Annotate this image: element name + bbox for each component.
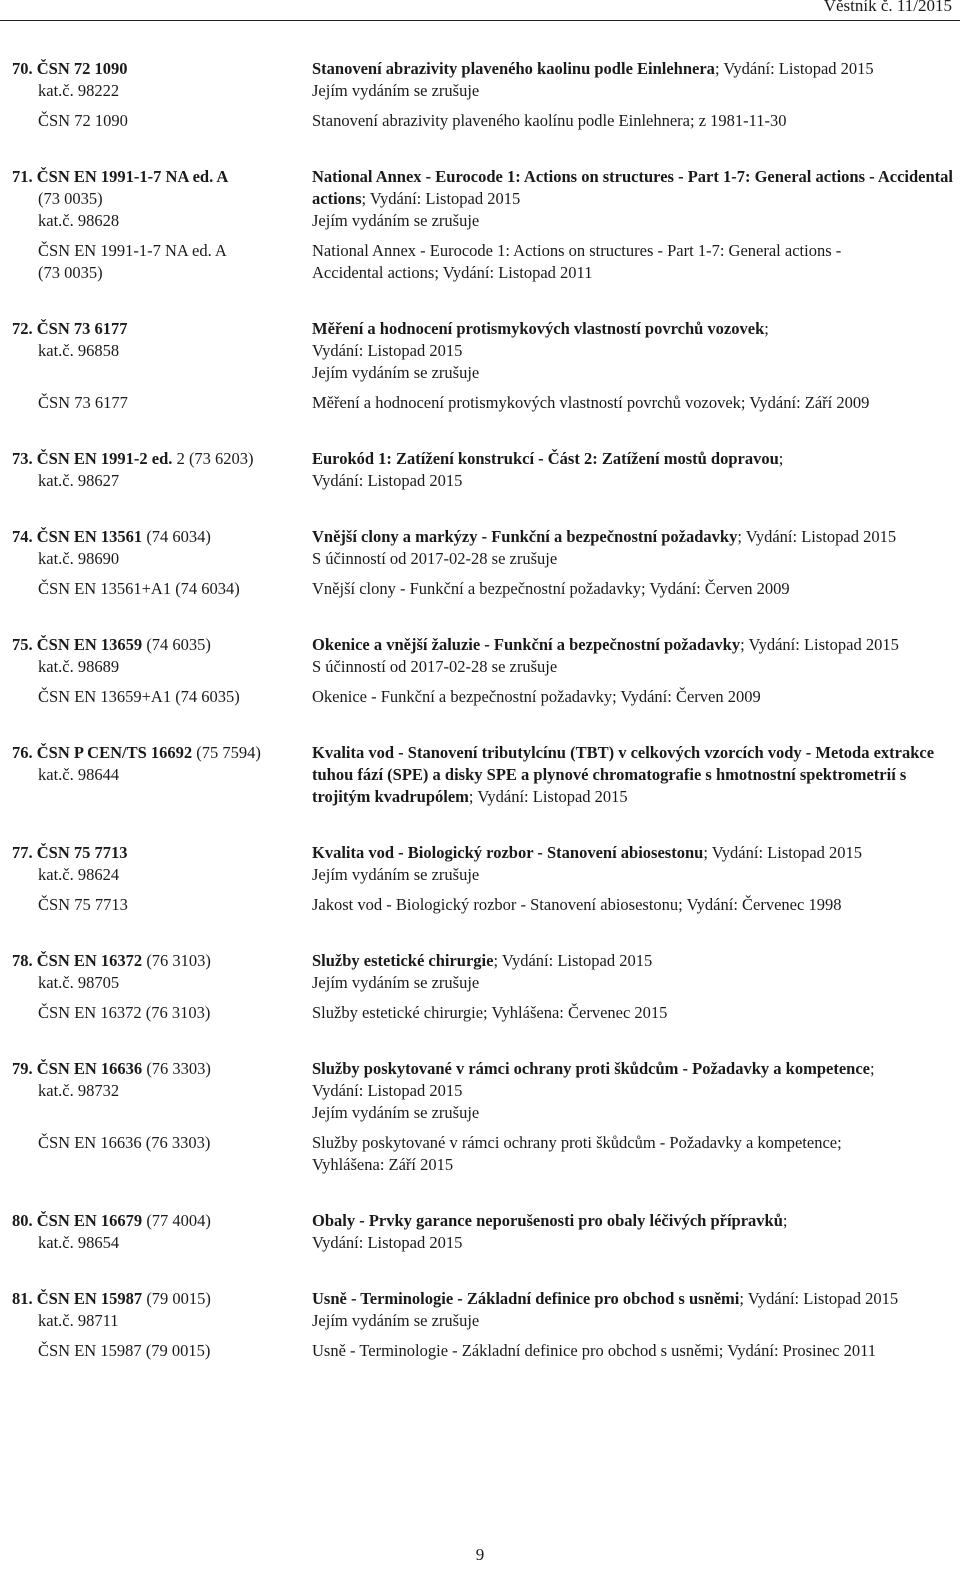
entry-title-line xyxy=(312,166,957,210)
entry-code: ČSN EN 15987 xyxy=(36,1289,143,1308)
entry-note: Vydání: Listopad 2015 xyxy=(312,471,463,490)
header-rule xyxy=(0,20,960,21)
entry-code-line xyxy=(12,842,312,864)
replaced-description xyxy=(312,110,957,132)
entry-description xyxy=(312,1288,957,1332)
entry-code-line xyxy=(12,1288,312,1310)
replaced-description xyxy=(312,1132,957,1176)
entry-note: Jejím vydáním se zrušuje xyxy=(312,1103,480,1122)
entry-code-extra: (76 3303) xyxy=(142,1059,211,1078)
entry-number: 80. xyxy=(12,1211,33,1230)
entry-number: 78. xyxy=(12,951,33,970)
standard-entry xyxy=(12,318,957,414)
entry-note: Jejím vydáním se zrušuje xyxy=(312,363,480,382)
entry-code-block xyxy=(12,1288,312,1332)
replaced-code-block xyxy=(12,1132,312,1176)
entry-catalog-number: kat.č. 98624 xyxy=(38,865,120,884)
entry-title: Služby poskytované v rámci ochrany proti škůdcům - Požadavky a kompetence xyxy=(312,1059,870,1078)
entry-note: Jejím vydáním se zrušuje xyxy=(312,81,480,100)
entry-title-suffix: ; Vydání: Listopad 2015 xyxy=(468,787,628,806)
entry-main-row xyxy=(12,1210,957,1254)
entry-catalog-number: kat.č. 98711 xyxy=(38,1311,119,1330)
replaced-code: ČSN EN 1991-1-7 NA ed. A xyxy=(38,241,227,260)
replaced-description xyxy=(312,578,957,600)
entry-main-row xyxy=(12,1058,957,1124)
entry-code-block xyxy=(12,526,312,570)
entry-code-line xyxy=(12,166,312,188)
page-number: 9 xyxy=(475,1545,485,1564)
entry-number: 73. xyxy=(12,449,33,468)
standard-entry xyxy=(12,58,957,132)
replaced-text: Služby estetické chirurgie; Vyhlášena: Červenec 2015 xyxy=(312,1003,668,1022)
entry-title-suffix: ; Vydání: Listopad 2015 xyxy=(703,843,863,862)
replaced-text: Jakost vod - Biologický rozbor - Stanovení abiosestonu; Vydání: Červenec 1998 xyxy=(312,895,842,914)
entry-title-line xyxy=(312,1288,957,1310)
entry-code-line xyxy=(12,448,312,470)
replaced-standard-row xyxy=(12,1002,957,1024)
entry-code-block xyxy=(12,58,312,102)
entry-code-line xyxy=(12,742,312,764)
entry-number: 74. xyxy=(12,527,33,546)
replaced-code: ČSN EN 16636 (76 3303) xyxy=(38,1133,211,1152)
standard-entry xyxy=(12,1058,957,1176)
entry-title-suffix: ; xyxy=(764,319,769,338)
entry-title-suffix: ; Vydání: Listopad 2015 xyxy=(739,1289,899,1308)
entry-number: 72. xyxy=(12,319,33,338)
entry-number: 77. xyxy=(12,843,33,862)
entry-catalog-number: kat.č. 98732 xyxy=(38,1081,120,1100)
replaced-standard-row xyxy=(12,240,957,284)
replaced-code: ČSN 72 1090 xyxy=(38,111,128,130)
replaced-text: Usně - Terminologie - Základní definice pro obchod s usněmi; Vydání: Prosinec 2011 xyxy=(312,1341,877,1360)
replaced-code-block xyxy=(12,894,312,916)
replaced-description xyxy=(312,1002,957,1024)
replaced-text: Okenice - Funkční a bezpečnostní požadavky; Vydání: Červen 2009 xyxy=(312,687,761,706)
entry-code-extra: (74 6035) xyxy=(142,635,211,654)
entry-title-line xyxy=(312,318,957,340)
entry-main-row xyxy=(12,950,957,994)
entry-code: ČSN EN 1991-2 ed. xyxy=(36,449,173,468)
entry-catalog-number: kat.č. 98705 xyxy=(38,973,120,992)
standard-entry xyxy=(12,742,957,808)
replaced-code: ČSN EN 13561+A1 (74 6034) xyxy=(38,579,240,598)
entry-main-row xyxy=(12,634,957,678)
entry-title-suffix: ; xyxy=(782,1211,788,1230)
replaced-description xyxy=(312,686,957,708)
entry-description xyxy=(312,950,957,994)
entry-title: Stanovení abrazivity plaveného kaolinu podle Einlehnera xyxy=(312,59,715,78)
standard-entry xyxy=(12,950,957,1024)
entry-code-line xyxy=(12,1058,312,1080)
entry-catalog-number: kat.č. 98222 xyxy=(38,81,120,100)
entry-code-block xyxy=(12,742,312,808)
entry-description xyxy=(312,1058,957,1124)
replaced-standard-row xyxy=(12,894,957,916)
standard-entry xyxy=(12,634,957,708)
replaced-text: Accidental actions; Vydání: Listopad 2011 xyxy=(312,263,593,282)
entry-number: 79. xyxy=(12,1059,33,1078)
standard-entry xyxy=(12,526,957,600)
entry-title-suffix: ; Vydání: Listopad 2015 xyxy=(714,59,874,78)
entry-note: Vydání: Listopad 2015 xyxy=(312,341,463,360)
entry-title-suffix: ; Vydání: Listopad 2015 xyxy=(493,951,653,970)
entry-code: ČSN EN 16372 xyxy=(36,951,143,970)
entry-note: S účinností od 2017-02-28 se zrušuje xyxy=(312,549,558,568)
standard-entry xyxy=(12,448,957,492)
entry-code: ČSN EN 16636 xyxy=(36,1059,143,1078)
entry-title: Okenice a vnější žaluzie - Funkční a bezpečnostní požadavky xyxy=(312,635,741,654)
entry-description xyxy=(312,1210,957,1254)
entry-note: Jejím vydáním se zrušuje xyxy=(312,973,480,992)
entry-code: ČSN P CEN/TS 16692 xyxy=(36,743,193,762)
entry-description xyxy=(312,742,957,808)
entry-title-suffix: ; Vydání: Listopad 2015 xyxy=(361,189,521,208)
entry-title: Usně - Terminologie - Základní definice pro obchod s usněmi xyxy=(312,1289,740,1308)
entry-title-line xyxy=(312,58,957,80)
replaced-code-block xyxy=(12,686,312,708)
entry-note: Vydání: Listopad 2015 xyxy=(312,1233,463,1252)
entry-title: Eurokód 1: Zatížení konstrukcí - Část 2: Zatížení mostů dopravou xyxy=(312,449,779,468)
entry-code-line xyxy=(12,950,312,972)
entry-note: Jejím vydáním se zrušuje xyxy=(312,865,480,884)
entry-title-suffix: ; Vydání: Listopad 2015 xyxy=(740,635,899,654)
replaced-code: ČSN 75 7713 xyxy=(38,895,128,914)
replaced-text: Služby poskytované v rámci ochrany proti škůdcům - Požadavky a kompetence; xyxy=(312,1133,842,1152)
entry-main-row xyxy=(12,58,957,102)
entry-title: Měření a hodnocení protismykových vlastností povrchů vozovek xyxy=(312,319,765,338)
entry-catalog-number: kat.č. 96858 xyxy=(38,341,120,360)
entry-number: 76. xyxy=(12,743,33,762)
entry-title-suffix: ; Vydání: Listopad 2015 xyxy=(737,527,897,546)
entry-number: 75. xyxy=(12,635,33,654)
entry-title-line xyxy=(312,1058,957,1080)
entry-code: ČSN EN 13561 xyxy=(36,527,143,546)
entry-description xyxy=(312,448,957,492)
entry-title-line xyxy=(312,1210,957,1232)
entry-code-line xyxy=(12,634,312,656)
entry-title-line xyxy=(312,634,957,656)
entry-code-block xyxy=(12,842,312,886)
entry-title: Vnější clony a markýzy - Funkční a bezpečnostní požadavky xyxy=(312,527,738,546)
entry-title: Obaly - Prvky garance neporušenosti pro obaly léčivých přípravků xyxy=(312,1211,783,1230)
entry-description xyxy=(312,526,957,570)
entry-code: ČSN 75 7713 xyxy=(36,843,128,862)
entry-description xyxy=(312,842,957,886)
entry-code-extra: (77 4004) xyxy=(142,1211,211,1230)
replaced-description xyxy=(312,392,957,414)
entry-code: ČSN 73 6177 xyxy=(36,319,128,338)
replaced-code-block xyxy=(12,1002,312,1024)
entry-code-block xyxy=(12,634,312,678)
replaced-code: ČSN EN 13659+A1 (74 6035) xyxy=(38,687,240,706)
entry-main-row xyxy=(12,742,957,808)
entry-code-block xyxy=(12,1210,312,1254)
standard-entry xyxy=(12,1288,957,1362)
entry-catalog-number: kat.č. 98644 xyxy=(38,765,120,784)
replaced-code: (73 0035) xyxy=(38,263,103,282)
replaced-standard-row xyxy=(12,110,957,132)
replaced-standard-row xyxy=(12,686,957,708)
entry-code-block xyxy=(12,448,312,492)
standard-entry xyxy=(12,842,957,916)
replaced-standard-row xyxy=(12,1340,957,1362)
entry-catalog-number: kat.č. 98627 xyxy=(38,471,120,490)
replaced-description xyxy=(312,1340,957,1362)
entry-code-extra: (76 3103) xyxy=(142,951,211,970)
entry-code-line xyxy=(12,58,312,80)
replaced-text: Měření a hodnocení protismykových vlastností povrchů vozovek; Vydání: Září 2009 xyxy=(312,393,870,412)
entry-description xyxy=(312,166,957,232)
entry-title-line xyxy=(312,526,957,548)
entry-title: National Annex - Eurocode 1: Actions on structures - Part 1-7: General actions - Accidental actions xyxy=(312,167,954,208)
replaced-code-block xyxy=(12,240,312,284)
entry-title-line xyxy=(312,950,957,972)
entry-number: 71. xyxy=(12,167,33,186)
entry-code: ČSN EN 1991-1-7 NA ed. A xyxy=(36,167,229,186)
replaced-text: National Annex - Eurocode 1: Actions on structures - Part 1-7: General actions - xyxy=(312,241,842,260)
entry-catalog-number: kat.č. 98689 xyxy=(38,657,120,676)
entry-main-row xyxy=(12,448,957,492)
entry-code-extra: (75 7594) xyxy=(192,743,261,762)
entry-note: Jejím vydáním se zrušuje xyxy=(312,211,480,230)
entry-main-row xyxy=(12,1288,957,1332)
replaced-code: ČSN EN 16372 (76 3103) xyxy=(38,1003,211,1022)
entry-title: Služby estetické chirurgie xyxy=(312,951,494,970)
replaced-standard-row xyxy=(12,392,957,414)
replaced-code-block xyxy=(12,110,312,132)
entry-code: ČSN 72 1090 xyxy=(36,59,128,78)
replaced-text: Stanovení abrazivity plaveného kaolínu podle Einlehnera; z 1981-11-30 xyxy=(312,111,787,130)
entry-description xyxy=(312,634,957,678)
standards-list xyxy=(12,58,957,1396)
replaced-code: ČSN EN 15987 (79 0015) xyxy=(38,1341,211,1360)
replaced-text: Vnější clony - Funkční a bezpečnostní požadavky; Vydání: Červen 2009 xyxy=(312,579,790,598)
entry-code-block xyxy=(12,318,312,384)
entry-code-line xyxy=(12,526,312,548)
entry-main-row xyxy=(12,166,957,232)
entry-description xyxy=(312,58,957,102)
entry-code-extra: (79 0015) xyxy=(142,1289,211,1308)
replaced-description xyxy=(312,894,957,916)
entry-title-line xyxy=(312,742,957,808)
entry-main-row xyxy=(12,526,957,570)
entry-title-suffix: ; xyxy=(778,449,784,468)
standard-entry xyxy=(12,1210,957,1254)
page-header: Věstník č. 11/2015 xyxy=(823,0,952,15)
entry-code: ČSN EN 13659 xyxy=(36,635,143,654)
entry-code-block xyxy=(12,1058,312,1124)
entry-title: Kvalita vod - Stanovení tributylcínu (TBT) v celkových vzorcích vody - Metoda extrakce tuhou fází (SPE) a disky SPE a plynové chromatografie s hmotnostní spektrometrií s trojitým kvadrupólem xyxy=(312,743,935,806)
entry-description xyxy=(312,318,957,384)
entry-catalog-number: kat.č. 98690 xyxy=(38,549,120,568)
replaced-description xyxy=(312,240,957,284)
entry-title-line xyxy=(312,448,957,470)
entry-code-block xyxy=(12,950,312,994)
entry-code-extra: (74 6034) xyxy=(142,527,211,546)
entry-code-block xyxy=(12,166,312,232)
replaced-standard-row xyxy=(12,578,957,600)
entry-main-row xyxy=(12,842,957,886)
replaced-standard-row xyxy=(12,1132,957,1176)
entry-title-line xyxy=(312,842,957,864)
entry-main-row xyxy=(12,318,957,384)
entry-note: S účinností od 2017-02-28 se zrušuje xyxy=(312,657,558,676)
entry-code-line xyxy=(12,1210,312,1232)
replaced-code-block xyxy=(12,1340,312,1362)
standard-entry xyxy=(12,166,957,284)
entry-note: Vydání: Listopad 2015 xyxy=(312,1081,463,1100)
replaced-code-block xyxy=(12,578,312,600)
replaced-text: Vyhlášena: Září 2015 xyxy=(312,1155,454,1174)
entry-title: Kvalita vod - Biologický rozbor - Stanovení abiosestonu xyxy=(312,843,704,862)
entry-class-code: (73 0035) xyxy=(38,189,103,208)
entry-code-line xyxy=(12,318,312,340)
entry-code-extra: 2 (73 6203) xyxy=(172,449,254,468)
entry-number: 70. xyxy=(12,59,33,78)
entry-code: ČSN EN 16679 xyxy=(36,1211,143,1230)
entry-number: 81. xyxy=(12,1289,33,1308)
replaced-code-block xyxy=(12,392,312,414)
replaced-code: ČSN 73 6177 xyxy=(38,393,128,412)
entry-catalog-number: kat.č. 98628 xyxy=(38,211,120,230)
entry-note: Jejím vydáním se zrušuje xyxy=(312,1311,480,1330)
entry-catalog-number: kat.č. 98654 xyxy=(38,1233,120,1252)
entry-title-suffix: ; xyxy=(869,1059,875,1078)
